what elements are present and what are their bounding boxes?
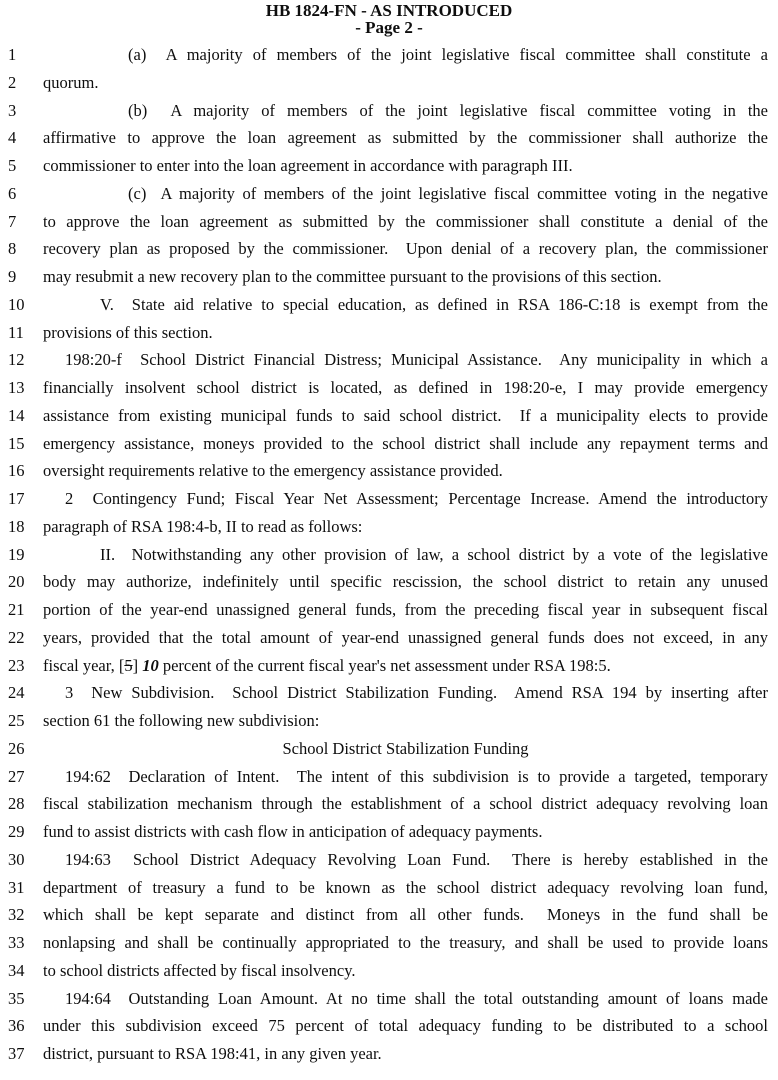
bill-title: HB 1824-FN - AS INTRODUCED: [265, 1, 513, 20]
text-segment: 198:20-f School District Financial Distress; Municipal Assistance. Any municipality in which a: [65, 350, 768, 370]
line-number: 6: [8, 183, 17, 203]
line-number: 25: [8, 711, 25, 730]
line-row: [0, 568, 778, 596]
line-text: [43, 291, 768, 319]
line-number: 29: [8, 822, 25, 841]
line-number: 12: [8, 350, 25, 370]
text-segment: (c) A majority of members of the joint legislative fiscal committee voting in the negative: [128, 183, 768, 203]
line-number: 18: [8, 516, 25, 536]
line-row: [0, 929, 778, 957]
line-number: 28: [8, 794, 25, 814]
text-segment: portion of the year-end unassigned general funds, from the preceding fiscal year in subsequent fiscal: [43, 600, 768, 619]
line-row: [0, 790, 778, 818]
line-number: 26: [8, 738, 25, 758]
text-segment: paragraph of RSA 198:4-b, II to read as follows:: [43, 516, 363, 536]
deleted-text: 5: [124, 655, 133, 675]
line-number: 20: [8, 572, 25, 592]
document-lines: [0, 41, 778, 1068]
line-number: 27: [8, 766, 25, 786]
line-row: [0, 652, 778, 680]
line-number: 37: [8, 1044, 25, 1063]
line-text: [43, 707, 768, 735]
text-segment: body may authorize, indefinitely until specific rescission, the school district to retain any unused: [43, 572, 768, 592]
line-text: [43, 957, 768, 985]
line-row: [0, 346, 778, 374]
line-row: [0, 430, 778, 458]
page-number-label: - Page 2 -: [355, 18, 423, 37]
line-row: [0, 707, 778, 735]
text-segment: assistance from existing municipal funds to said school district. If a municipality elects to provide: [43, 405, 768, 425]
text-segment: affirmative to approve the loan agreement as submitted by the commissioner shall authorize the: [43, 128, 768, 148]
line-text: [43, 596, 768, 624]
line-row: [0, 901, 778, 929]
text-segment: ]: [132, 655, 143, 675]
line-row: [0, 596, 778, 624]
line-text: [43, 679, 768, 707]
text-segment: provisions of this section.: [43, 322, 213, 342]
line-text: [43, 346, 768, 374]
text-segment: II. Notwithstanding any other provision of law, a school district by a vote of the legislative: [100, 544, 768, 564]
line-text: [43, 985, 768, 1013]
text-segment: 3 New Subdivision. School District Stabilization Funding. Amend RSA 194 by inserting after: [65, 683, 768, 703]
line-text: [43, 457, 768, 485]
line-text: [43, 430, 768, 458]
line-text: [43, 790, 768, 818]
text-segment: recovery plan as proposed by the commissioner. Upon denial of a recovery plan, the commissioner: [43, 239, 768, 259]
line-number: 36: [8, 1016, 25, 1036]
text-segment: section 61 the following new subdivision:: [43, 711, 320, 730]
line-number: 5: [8, 156, 17, 175]
line-row: [0, 624, 778, 652]
line-text: [43, 402, 768, 430]
line-row: [0, 374, 778, 402]
line-text: [43, 485, 768, 513]
line-text: [43, 652, 768, 680]
line-text: [43, 263, 768, 291]
line-number: 17: [8, 489, 25, 508]
line-number: 33: [8, 933, 25, 952]
line-number: 15: [8, 433, 25, 453]
line-number: 10: [8, 294, 25, 314]
line-row: [0, 97, 778, 125]
text-segment: 194:63 School District Adequacy Revolving Loan Fund. There is hereby established in the: [65, 849, 768, 869]
line-number: 11: [8, 322, 24, 342]
line-text: [43, 1040, 768, 1068]
text-segment: 194:64 Outstanding Loan Amount. At no time shall the total outstanding amount of loans made: [65, 988, 768, 1008]
text-segment: fund to assist districts with cash flow in anticipation of adequacy payments.: [43, 822, 543, 841]
line-text: [43, 846, 768, 874]
line-row: [0, 180, 778, 208]
text-segment: commissioner to enter into the loan agreement in accordance with paragraph III.: [43, 156, 573, 175]
line-number: 4: [8, 128, 17, 148]
line-number: 24: [8, 683, 25, 703]
line-text: [43, 97, 768, 125]
line-number: 21: [8, 600, 25, 619]
inserted-text: 10: [142, 655, 159, 675]
line-text: [43, 763, 768, 791]
text-segment: 194:62 Declaration of Intent. The intent of this subdivision is to provide a targeted, temporary: [65, 766, 768, 786]
line-row: [0, 874, 778, 902]
line-number: 32: [8, 905, 25, 925]
text-segment: department of treasury a fund to be known as the school district adequacy revolving loan fund,: [43, 877, 768, 897]
text-segment: to school districts affected by fiscal insolvency.: [43, 960, 356, 980]
line-number: 1: [8, 45, 17, 64]
line-number: 16: [8, 461, 25, 481]
line-row: [0, 124, 778, 152]
line-text: [43, 374, 768, 402]
line-text: [43, 818, 768, 846]
line-text: [43, 513, 768, 541]
line-row: [0, 263, 778, 291]
text-segment: financially insolvent school district is located, as defined in 198:20-e, I may provide emergency: [43, 378, 768, 397]
line-text: [43, 735, 768, 763]
line-row: [0, 1040, 778, 1068]
line-text: [43, 208, 768, 236]
line-number: 23: [8, 655, 25, 675]
line-number: 30: [8, 849, 25, 869]
line-number: 7: [8, 211, 17, 231]
line-text: [43, 541, 768, 569]
text-segment: School District Stabilization Funding: [282, 738, 529, 758]
text-segment: district, pursuant to RSA 198:41, in any given year.: [43, 1044, 382, 1063]
line-text: [43, 624, 768, 652]
line-text: [43, 1012, 768, 1040]
line-row: [0, 485, 778, 513]
line-row: [0, 41, 778, 69]
line-text: [43, 69, 768, 97]
line-text: [43, 41, 768, 69]
text-segment: quorum.: [43, 72, 99, 92]
text-segment: may resubmit a new recovery plan to the committee pursuant to the provisions of this section.: [43, 267, 662, 286]
text-segment: under this subdivision exceed 75 percent of total adequacy funding to be distributed to a school: [43, 1016, 768, 1036]
line-row: [0, 457, 778, 485]
line-row: [0, 319, 778, 347]
text-segment: emergency assistance, moneys provided to the school district shall include any repayment terms and: [43, 433, 768, 453]
text-segment: percent of the current fiscal year's net assessment under RSA 198:5.: [158, 655, 611, 675]
text-segment: (a) A majority of members of the joint legislative fiscal committee shall constitute a: [128, 45, 768, 64]
line-row: [0, 69, 778, 97]
line-number: 8: [8, 239, 17, 259]
line-number: 34: [8, 960, 25, 980]
line-text: [43, 319, 768, 347]
line-row: [0, 402, 778, 430]
line-row: [0, 208, 778, 236]
text-segment: which shall be kept separate and distinct from all other funds. Moneys in the fund shall be: [43, 905, 768, 925]
line-row: [0, 152, 778, 180]
line-row: [0, 735, 778, 763]
line-text: [43, 929, 768, 957]
text-segment: to approve the loan agreement as submitted by the commissioner shall constitute a denial of the: [43, 211, 768, 231]
line-row: [0, 679, 778, 707]
line-text: [43, 124, 768, 152]
page-header: [0, 0, 778, 36]
line-number: 35: [8, 988, 25, 1008]
line-row: [0, 1012, 778, 1040]
text-segment: (b) A majority of members of the joint legislative fiscal committee voting in the: [128, 100, 768, 120]
line-row: [0, 291, 778, 319]
text-segment: 2 Contingency Fund; Fiscal Year Net Assessment; Percentage Increase. Amend the introductory: [65, 489, 768, 508]
line-row: [0, 541, 778, 569]
line-number: 3: [8, 100, 17, 120]
text-segment: nonlapsing and shall be continually appropriated to the treasury, and shall be used to provide loans: [43, 933, 768, 952]
text-segment: years, provided that the total amount of year-end unassigned general funds does not exceed, in any: [43, 627, 768, 647]
line-row: [0, 985, 778, 1013]
line-text: [43, 874, 768, 902]
line-row: [0, 957, 778, 985]
line-number: 13: [8, 378, 25, 397]
line-number: 31: [8, 877, 25, 897]
line-number: 9: [8, 267, 17, 286]
line-row: [0, 513, 778, 541]
line-text: [43, 152, 768, 180]
text-segment: V. State aid relative to special education, as defined in RSA 186-C:18 is exempt from the: [100, 294, 768, 314]
line-text: [43, 568, 768, 596]
line-row: [0, 763, 778, 791]
text-segment: fiscal year, [: [43, 655, 125, 675]
line-text: [43, 180, 768, 208]
text-segment: oversight requirements relative to the emergency assistance provided.: [43, 461, 503, 481]
line-number: 14: [8, 405, 25, 425]
line-row: [0, 818, 778, 846]
line-number: 19: [8, 544, 25, 564]
line-number: 2: [8, 72, 17, 92]
text-segment: fiscal stabilization mechanism through the establishment of a school district adequacy revolving loan: [43, 794, 768, 814]
line-text: [43, 901, 768, 929]
line-row: [0, 235, 778, 263]
line-text: [43, 235, 768, 263]
line-number: 22: [8, 627, 25, 647]
line-row: [0, 846, 778, 874]
